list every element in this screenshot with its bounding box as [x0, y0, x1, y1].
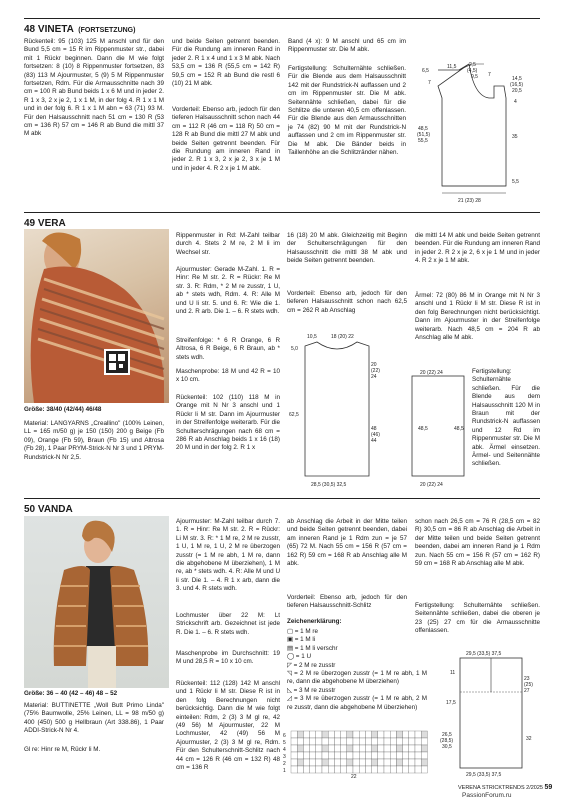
chart-cell	[328, 766, 334, 773]
chart-cell	[334, 738, 340, 745]
vanda-sch-b2: (25)	[524, 682, 533, 688]
chart-cell	[390, 766, 396, 773]
sleeve-top: 20 (22) 24	[420, 370, 443, 376]
chart-cell	[322, 759, 328, 766]
magazine-name: VERENA STRICKTRENDS 2/2025	[458, 785, 543, 791]
chart-cell	[372, 738, 378, 745]
chart-cell	[334, 745, 340, 752]
row-label: 4	[283, 747, 286, 753]
chart-cell	[390, 738, 396, 745]
vanda-col3a: ab Anschlag die Arbeit in der Mitte teilen und beide Seiten getrennt beenden, dabei am inneren Rand je 1 Rdm zun = je 57 (65) 72 M. Nach 55 cm = 156 R (57 cm = 162 R) 59 cm = 168 R ab Anschlag alle M abk.	[287, 518, 409, 568]
legend-list	[287, 628, 427, 712]
chart-cell	[334, 731, 340, 738]
vera-sch-f2: (46)	[371, 432, 380, 438]
chart-cell	[365, 752, 371, 759]
legend-item: ▤ = 1 M li verschr	[287, 644, 338, 652]
chart-cell	[328, 752, 334, 759]
chart-cell	[297, 759, 303, 766]
chart-cell	[316, 738, 322, 745]
vineta-column-3b: Fertigstellung: Schulternähte schließen. Für die Blende aus dem Halsausschnitt 142 mit der Rundstrick-N auffassen und 2 cm im Rippenmuster str. Die M abk. Seitennähte schließen, dabei für die Schlitze die unteren 40,5 cm offenlassen. Für die Blende aus den Armausschnitten je 74 (82) 90 M mit der Rundstrick-N auffassen und 2 cm im Rippenmuster str. Die M abk. Die Bänder beids in Taillenhöhe an die Schlitzränder nähen.	[288, 65, 408, 157]
chart-cell	[341, 731, 347, 738]
chart-cell	[328, 731, 334, 738]
row-label: 6	[283, 733, 286, 739]
chart-cell	[303, 766, 309, 773]
chart-cell	[291, 738, 297, 745]
vera-col2c: Streifenfolge: * 6 R Orange, 6 R Altrosa, 6 R Beige, 6 R Braun, ab * stets wdh.	[176, 337, 282, 361]
vanda-col3b: Vorderteil: Ebenso arb, jedoch für den tieferen Halsausschnitt-Schlitz	[287, 594, 409, 610]
sch-bottom: 21 (23) 28	[458, 198, 481, 204]
chart-cell	[334, 759, 340, 766]
vera-sch-d: 20	[371, 362, 377, 368]
chart-cell	[365, 738, 371, 745]
sch-neck: 6,5	[422, 68, 429, 74]
vera-sch-e: 62,5	[289, 412, 299, 418]
chart-cell	[322, 745, 328, 752]
sch-len: 48,5	[418, 126, 428, 132]
chart-cell	[297, 731, 303, 738]
chart-cell	[372, 766, 378, 773]
chart-cell	[310, 766, 316, 773]
chart-cell	[347, 731, 353, 738]
vanda-col4a: schon nach 26,5 cm = 76 R (28,5 cm = 82 R) 30,5 cm = 86 R ab Anschlag die Arbeit in der Mitte teilen und beide Seiten getrennt beenden, dabei am inneren Rand je 1 Rdm zun. Nach 55 cm = 156 R (57 cm = 162 R) 59 cm = 168 R ab Anschlag alle M abk.	[415, 518, 542, 568]
vanda-stitch-chart	[281, 728, 437, 778]
chart-cell	[421, 745, 427, 752]
chart-cell	[310, 745, 316, 752]
row-label: 5	[283, 740, 286, 746]
chart-cell	[365, 766, 371, 773]
sch-r3: 20,5	[512, 88, 522, 94]
chart-cell	[328, 759, 334, 766]
chart-cell	[384, 752, 390, 759]
chart-cell	[341, 738, 347, 745]
chart-cell	[310, 738, 316, 745]
chart-cell	[328, 738, 334, 745]
vanda-material: Material: BUTTINETTE „Woll Butt Primo Linda" (75% Baumwolle, 25% Leinen, LL = 98 m/50 g) 400 (450) 500 g Hellbraun (Art 338.86), 1 Paar ADDI-Strick-N Nr 4.	[24, 702, 166, 735]
section-title: 48 VINETA	[24, 24, 74, 35]
vineta-column-1: Rückenteil: 95 (103) 125 M anschl und für den Bund 5,5 cm = 15 R im Rippenmuster str., dabei mit 1 Rückr beginnen. Dann die M wie folgt fortsetzen: 8 (10) 8 Rippenmuster fortsetzen, 83 (83) 113 M Ajourmuster, 5 (9) 5 M Rippenmuster fortsetzen, Rdm. Für die Armausschnitte nach 39 cm = 100 R ab Bund beids 1 x 6 M und in jeder 2. R 1 x 3, 2 x je 2, 1 x 1 M, in der folg 4. R 1 x 1 M und in der folg 6. R 1 x 1 M abn = 63 (71) 93 M. Für den Halsausschnitt nach 51 cm = 130 R (53 cm = 136 R) 57 cm = 146 R ab Bund die mittl 37 M abk	[24, 38, 166, 138]
vanda-sch-bottom: 29,5 (33,5) 37,5	[466, 772, 502, 778]
chart-cell	[359, 738, 365, 745]
chart-cell	[347, 738, 353, 745]
sch-top2: (4,5)	[467, 68, 478, 74]
legend-title: Zeichenerklärung:	[287, 618, 342, 625]
vera-col2e: Rückenteil: 102 (110) 118 M in Orange mit N Nr 3 anschl und 1 Rückr li M str. Dann im Ajourmuster in der Streifenfolge weiterarb. Für die Schulterschrägungen nach 68 cm = 286 R ab Anschlag beids 1 x 16 (18) 20 M und in der folg 2. R 1 x	[176, 394, 282, 452]
vanda-sch-b: 23	[524, 676, 530, 682]
chart-cell	[409, 745, 415, 752]
sch-shoulder2: 7	[488, 72, 491, 78]
sch-r1: 14,5	[512, 76, 522, 82]
chart-cell	[396, 752, 402, 759]
chart-cell	[372, 752, 378, 759]
vera-sch-b: 18 (20) 22	[331, 334, 354, 340]
model-image	[24, 229, 169, 403]
section-header-50	[24, 498, 540, 515]
chart-cell	[297, 752, 303, 759]
chart-cell	[303, 745, 309, 752]
vera-col4b: Ärmel: 72 (80) 86 M in Orange mit N Nr 3 anschl und 1 Rückr li M str. Diese R ist in den folg Berechnungen nicht berücksichtigt. Dann im Ajourmuster in der Streifenfolge weiterarb. Nach 48,5 cm = 204 R ab Anschlag alle M abk.	[415, 292, 542, 342]
sleeve-bottom: 20 (22) 24	[420, 482, 443, 488]
chart-cell	[334, 752, 340, 759]
chart-cell	[390, 745, 396, 752]
chart-cell	[415, 738, 421, 745]
vera-material: Material: LANGYARNS „Creallino" (100% Leinen, LL = 165 m/50 g) je 150 (150) 200 g Beige (Fb 09), Orange (Fb 59), Braun (Fb 15) und Altrosa (Fb 28), 1 Paar PRYM-Strick-N Nr 3 und 1 PRYM-Rundstrick-N Nr 2,5.	[24, 420, 166, 461]
chart-cell	[359, 759, 365, 766]
chart-cell	[365, 745, 371, 752]
chart-cell	[384, 738, 390, 745]
vera-col4a: die mittl 14 M abk und beide Seiten getrennt beenden. Für die Rundung am inneren Rand in jeder 2. R 2 x je 2, 6 x je 1 M und in jeder 4. R 2 x je 1 M abk.	[415, 232, 542, 265]
chart-cell	[409, 731, 415, 738]
vera-col2b: Ajourmuster: Gerade M-Zahl. 1. R = Hinr: Re M str. 2. R = Rückr: Re M str. 3. R: Rdm, * 2 M re zusstr, 1 U, ab * stets wdh, Rdm. 4. R: Alle M und U li str. 5. und 6. R: Wie die 1. und 2. R arb. Die 1. – 6. R stets wdh.	[176, 266, 282, 316]
sleeve-side2: 48,5	[454, 426, 464, 432]
chart-cell	[384, 745, 390, 752]
vanda-gl-re: Gl re: Hinr re M, Rückr li M.	[24, 746, 101, 753]
vera-sch-c: 5,0	[291, 346, 298, 352]
legend-item: ◯ = 1 U	[287, 653, 312, 661]
vera-sch-a: 10,5	[307, 334, 317, 340]
chart-count: 22	[351, 774, 357, 778]
chart-cell	[396, 731, 402, 738]
chart-cell	[303, 731, 309, 738]
sch-neck2: 7	[428, 80, 431, 86]
chart-cell	[415, 759, 421, 766]
chart-cell	[378, 759, 384, 766]
chart-cell	[378, 745, 384, 752]
chart-cell	[353, 766, 359, 773]
chart-cell	[353, 759, 359, 766]
chart-cell	[421, 766, 427, 773]
chart-cell	[409, 738, 415, 745]
vanda-sch-e3: 30,5	[442, 744, 452, 750]
chart-cell	[341, 759, 347, 766]
chart-cell	[353, 745, 359, 752]
chart-cell	[403, 745, 409, 752]
chart-cell	[409, 759, 415, 766]
vera-sleeve-schematic	[400, 368, 472, 496]
vera-col3a: 16 (18) 20 M abk. Gleichzeitig mit Beginn der Schulterschrägungen für den Halsausschnitt die mittl 38 M abk und beide Seiten getrennt beenden.	[287, 232, 409, 265]
watermark-site: PassionForum.ru	[462, 792, 512, 799]
chart-cell	[390, 752, 396, 759]
chart-cell	[390, 759, 396, 766]
section-header-48	[24, 18, 540, 35]
sch-len2: (51,5)	[417, 132, 431, 138]
section-subtitle: (FORTSETZUNG)	[78, 27, 136, 34]
vanda-sch-e2: (28,5)	[440, 738, 454, 744]
sch-top3: 9,5	[471, 74, 478, 80]
vanda-col2d: Rückenteil: 112 (128) 142 M anschl und 1 Rückr li M str. Diese R ist in den folg Berechnungen nicht berücksichtig. Dann die M wie folgt einteilen: Rdm, 2 (3) 3 M gl re, 42 (49 56) M Ajourmuster, 22 M Lochmuster, 42 (49) 56 M Ajourmuster, 2 (3) 3 M gl re, Rdm. Für den Schulterschnitt-Schlitz nach 44 cm = 126 R (46 cm = 132 R) 48 cm = 136 R	[176, 680, 282, 772]
footer-mag	[458, 784, 552, 791]
chart-cell	[415, 752, 421, 759]
sch-len3: 55,5	[418, 138, 428, 144]
chart-cell	[291, 731, 297, 738]
chart-cell	[403, 759, 409, 766]
chart-cell	[353, 738, 359, 745]
legend-item: ▣ = 1 M li	[287, 636, 316, 644]
vera-sch-f3: 44	[371, 438, 377, 444]
chart-cell	[341, 745, 347, 752]
vanda-schematic	[440, 648, 540, 778]
vanda-col4b: Fertigstellung: Schulternähte schließen. Seitennähte schließen, dabei die oberen je 23 (25) 27 cm für die Armausschnitte offenlassen.	[415, 602, 542, 635]
vanda-sch-e: 26,5	[442, 732, 452, 738]
vineta-schematic	[414, 56, 540, 206]
vera-sch-d3: 24	[371, 374, 377, 380]
section-header-49	[24, 212, 540, 229]
chart-cell	[310, 759, 316, 766]
legend-item: ◸ = 2 M re zusstr	[287, 661, 336, 669]
row-label: 1	[283, 768, 286, 774]
vanda-photo	[24, 516, 169, 688]
chart-cell	[347, 759, 353, 766]
chart-cell	[341, 766, 347, 773]
legend-item: ◿ = 3 M re überzogen zusstr (= 1 M re abh, 2 M re zusstr, dann die abgehobene M überziehen)	[287, 695, 429, 711]
chart-cell	[297, 738, 303, 745]
sch-shoulder: 11,5	[447, 64, 457, 70]
vera-body-schematic	[287, 326, 397, 496]
chart-cell	[396, 759, 402, 766]
row-label: 2	[283, 761, 286, 767]
chart-cell	[403, 738, 409, 745]
vanda-sch-top: 29,5 (33,5) 37,5	[466, 651, 502, 657]
chart-cell	[403, 731, 409, 738]
chart-cell	[347, 745, 353, 752]
vineta-column-3a: Band (4 x): 9 M anschl und 65 cm im Rippenmuster str. Die M abk.	[288, 38, 408, 54]
chart-cell	[303, 759, 309, 766]
section-title: 50 VANDA	[24, 504, 73, 515]
chart-cell	[396, 745, 402, 752]
model-image	[24, 516, 169, 688]
chart-cell	[421, 752, 427, 759]
chart-cell	[359, 766, 365, 773]
chart-cell	[372, 745, 378, 752]
sch-r4: 4	[514, 99, 517, 105]
chart-cell	[415, 766, 421, 773]
chart-cell	[328, 745, 334, 752]
legend-item: ▢ = 1 M re	[287, 628, 318, 635]
vineta-column-2b: Vorderteil: Ebenso arb, jedoch für den tieferen Halsausschnitt schon nach 44 cm = 112 R (46 cm = 118 R) 50 cm = 128 R ab Bund die mittl 27 M abk und beide Seiten getrennt beenden. Für die Rundung am inneren Rand in jeder 2. R 1 x 3, 2 x je 2, 3 x je 1 M und in jeder 4. R 2 x je 1 M abk.	[172, 106, 282, 172]
chart-cell	[347, 766, 353, 773]
chart-cell	[378, 752, 384, 759]
sch-r2: (16,5)	[510, 82, 524, 88]
chart-cell	[353, 731, 359, 738]
chart-cell	[322, 752, 328, 759]
chart-cell	[390, 731, 396, 738]
chart-cell	[316, 759, 322, 766]
vanda-sch-d: 32	[526, 736, 532, 742]
vera-sch-bottom: 28,5 (30,5) 32,5	[311, 482, 347, 488]
chart-cell	[303, 738, 309, 745]
vera-photo	[24, 229, 169, 403]
section-title: 49 VERA	[24, 218, 66, 229]
page-number: 59	[544, 784, 553, 791]
chart-cell	[347, 752, 353, 759]
vanda-col2b: Lochmuster über 22 M: Lt Strickschrift arb. Gezeichnet ist jede R. Die 1. – 6. R stets wdh.	[176, 612, 282, 636]
sch-top: 2,5	[469, 62, 476, 68]
chart-cell	[365, 759, 371, 766]
chart-cell	[310, 731, 316, 738]
chart-cell	[409, 766, 415, 773]
chart-cell	[291, 759, 297, 766]
chart-cell	[341, 752, 347, 759]
chart-cell	[409, 752, 415, 759]
chart-cell	[421, 731, 427, 738]
sch-side: 35	[512, 134, 518, 140]
vanda-sch-c: 17,5	[446, 700, 456, 706]
chart-cell	[322, 738, 328, 745]
vera-col3b: Vorderteil: Ebenso arb, jedoch für den tieferen Halsausschnitt schon nach 62,5 cm = 262 R ab Anschlag	[287, 290, 409, 314]
chart-cell	[297, 745, 303, 752]
chart-cell	[403, 766, 409, 773]
vera-sch-d2: (22)	[371, 368, 380, 374]
chart-cell	[421, 738, 427, 745]
vera-col2d: Maschenprobe: 18 M und 42 R = 10 x 10 cm.	[176, 368, 282, 384]
chart-cell	[291, 752, 297, 759]
chart-cell	[396, 738, 402, 745]
vera-col2a: Rippenmuster in Rd: M-Zahl teilbar durch 4. Stets 2 M re, 2 M li im Wechsel str.	[176, 232, 282, 256]
row-label: 3	[283, 754, 286, 760]
chart-cell	[322, 731, 328, 738]
vanda-sch-b3: 27	[524, 688, 530, 694]
chart-cell	[396, 766, 402, 773]
sch-hem: 5,5	[512, 179, 519, 185]
vera-sch-f: 48	[371, 426, 377, 432]
chart-cell	[415, 745, 421, 752]
chart-cell	[378, 738, 384, 745]
chart-cell	[316, 745, 322, 752]
chart-cell	[403, 752, 409, 759]
chart-cell	[359, 731, 365, 738]
vera-col4c: Fertigstellung: Schulternähte schließen. Für die Blende aus dem Halsausschnitt 120 M in Braun mit der Rundstrick-N auffassen und 12 Rd im Rippenmuster str. Die M abk. Ärmel einsetzen. Ärmel- und Seitennähte schließen.	[472, 368, 542, 468]
chart-cell	[291, 745, 297, 752]
chart-cell	[322, 766, 328, 773]
chart-cell	[316, 752, 322, 759]
vineta-column-2a: und beide Seiten getrennt beenden. Für die Rundung am inneren Rand in jeder 2. R 1 x 4 und 1 x 3 M abk. Nach 53,5 cm = 136 R (55,5 cm = 142 R) 59,5 cm = 152 R ab Bund die restl 6 (10) 21 M abk.	[172, 38, 282, 88]
chart-cell	[316, 731, 322, 738]
vanda-size: Größe: 36 – 40 (42 – 46) 48 – 52	[24, 690, 118, 697]
chart-cell	[316, 766, 322, 773]
chart-cell	[297, 766, 303, 773]
chart-cell	[303, 752, 309, 759]
chart-cell	[372, 731, 378, 738]
vanda-col2c: Maschenprobe im Durchschnitt: 19 M und 28,5 R = 10 x 10 cm.	[176, 650, 282, 666]
legend-item: ◺ = 3 M re zusstr	[287, 686, 336, 694]
chart-cell	[353, 752, 359, 759]
chart-cell	[365, 731, 371, 738]
chart-cell	[378, 766, 384, 773]
chart-cell	[384, 766, 390, 773]
chart-cell	[334, 766, 340, 773]
vanda-sch-a: 11	[450, 670, 456, 676]
chart-cell	[421, 759, 427, 766]
chart-cell	[378, 731, 384, 738]
legend-item: ◹ = 2 M re überzogen zusstr (= 1 M re abh, 1 M re, dann die abgehobene M überziehen)	[287, 670, 429, 686]
chart-cell	[372, 759, 378, 766]
chart-cell	[384, 759, 390, 766]
chart-cell	[310, 752, 316, 759]
chart-cell	[359, 752, 365, 759]
sleeve-side: 48,5	[418, 426, 428, 432]
vanda-col2a: Ajourmuster: M-Zahl teilbar durch 7. 1. R = Hinr: Re M str. 2. R = Rückr: Li M str. 3. R: * 1 M re, 2 M re zusstr, 1 U, 1 M re, 1 U, 2 M re überzogen zusstr (= 1 M re abh, 1 M re, dann die abgehobene M überziehen), 1 M re, ab * stets wdh. 4. R: Alle M und U li str. Die 1. – 4. R 1 x arb, dann die 3. und 4. R stets wdh.	[176, 518, 282, 593]
chart-cell	[291, 766, 297, 773]
chart-cell	[384, 731, 390, 738]
chart-cell	[415, 731, 421, 738]
vera-size: Größe: 38/40 (42/44) 46/48	[24, 406, 102, 413]
chart-cell	[359, 745, 365, 752]
